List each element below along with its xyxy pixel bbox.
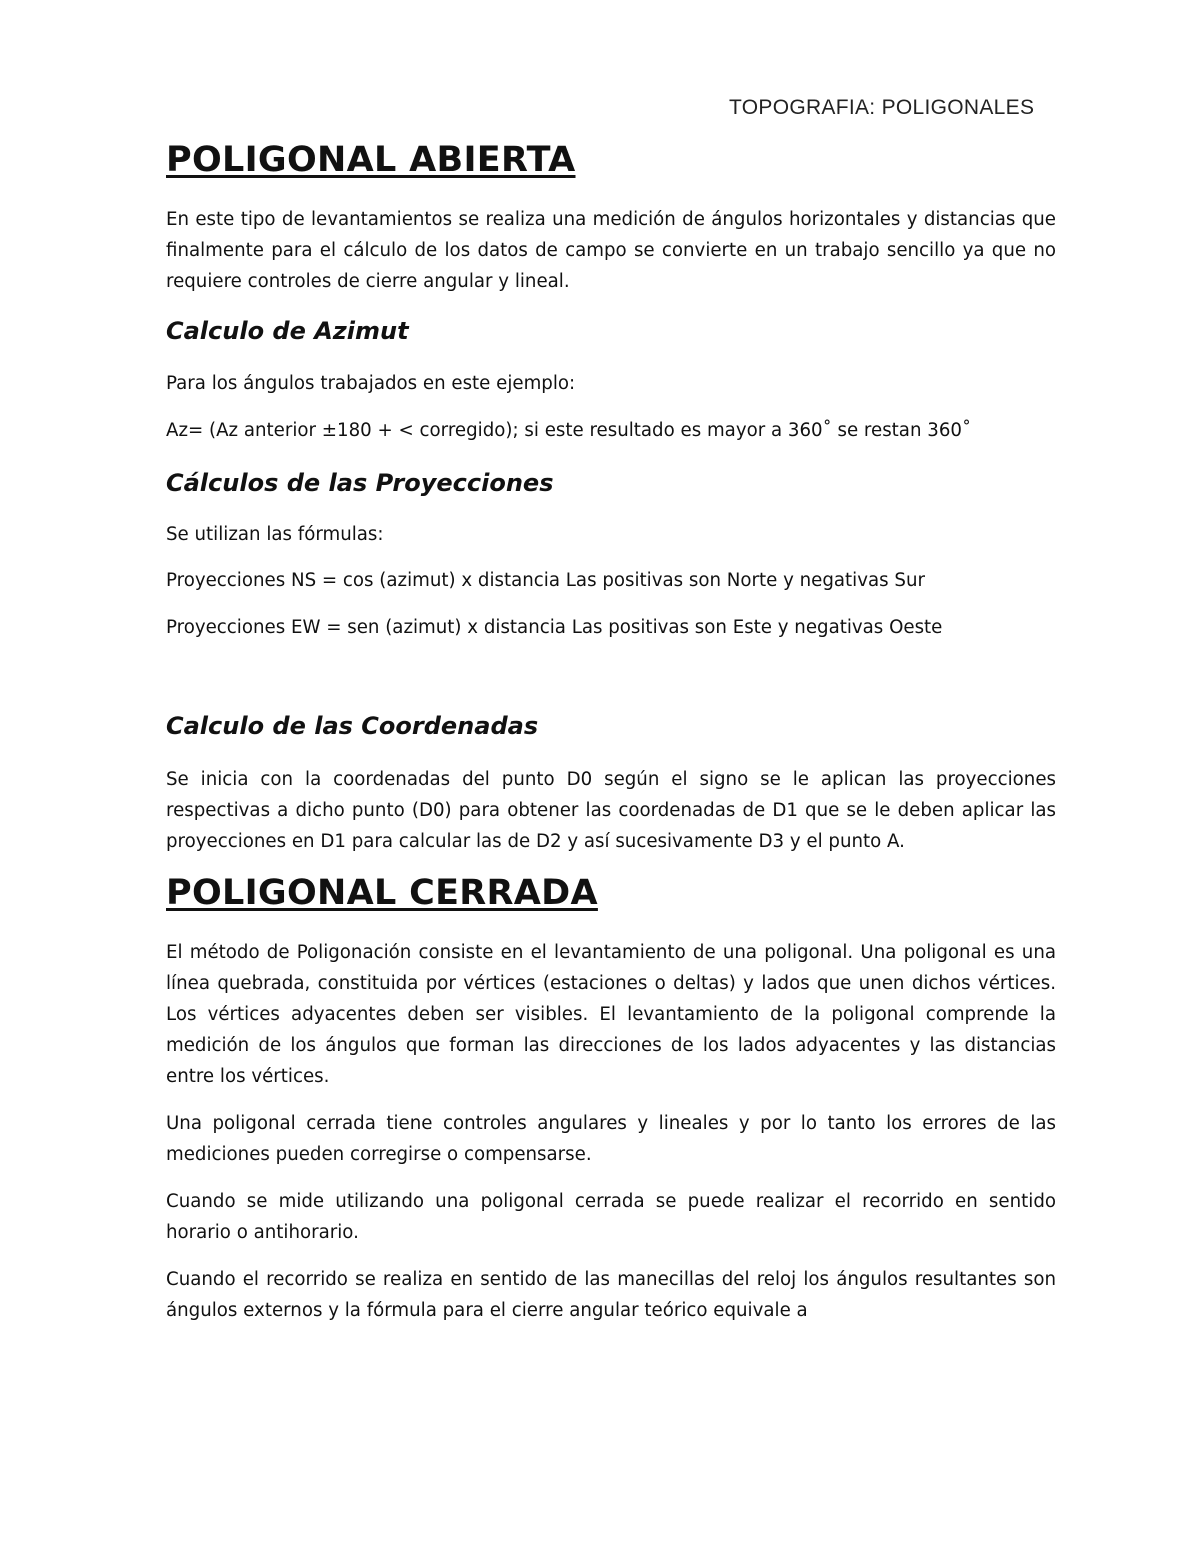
coordenadas-paragraph: Se inicia con la coordenadas del punto D0 según el signo se le aplican las proyecciones respectivas a dicho punto (D0) para obtener las coordenadas de D1 que se le deben aplicar las proyecciones en D1 para calcular las de D2 y así sucesivamente D3 y el punto A.: [166, 769, 1056, 852]
running-header: TOPOGRAFIA: POLIGONALES: [729, 96, 1035, 119]
heading-calculo-proyecciones: Cálculos de las Proyecciones: [166, 469, 554, 497]
cerrada-paragraph-2: Una poligonal cerrada tiene controles angulares y lineales y por lo tanto los errores de las mediciones pueden corregirse o compensarse.: [166, 1113, 1056, 1165]
title-poligonal-cerrada: POLIGONAL CERRADA: [166, 873, 598, 913]
intro-paragraph: En este tipo de levantamientos se realiza una medición de ángulos horizontales y distancias que finalmente para el cálculo de los datos de campo se convierte en un trabajo sencillo ya que no requiere controles de cierre angular y lineal.: [166, 209, 1056, 292]
proyecciones-ew-formula: Proyecciones EW = sen (azimut) x distancia Las positivas son Este y negativas Oeste: [166, 617, 943, 638]
azimut-formula: Az= (Az anterior ±180 + < corregido); si este resultado es mayor a 360˚ se restan 360˚: [166, 420, 972, 441]
cerrada-paragraph-1: El método de Poligonación consiste en el levantamiento de una poligonal. Una poligonal es una línea quebrada, constituida por vértices (estaciones o deltas) y lados que unen dichos vértices. Los vértices adyacentes deben ser visibles. El levantamiento de la poligonal comprende la medición de los ángulos que forman las direcciones de los lados adyacentes y las distancias entre los vértices.: [166, 942, 1056, 1087]
title-poligonal-abierta: POLIGONAL ABIERTA: [166, 140, 576, 180]
proyecciones-line-1: Se utilizan las fórmulas:: [166, 524, 384, 545]
cerrada-paragraph-4: Cuando el recorrido se realiza en sentido de las manecillas del reloj los ángulos resultantes son ángulos externos y la fórmula para el cierre angular teórico equivale a: [166, 1269, 1056, 1321]
cerrada-paragraph-3: Cuando se mide utilizando una poligonal cerrada se puede realizar el recorrido en sentido horario o antihorario.: [166, 1191, 1056, 1243]
heading-calculo-azimut: Calculo de Azimut: [166, 317, 409, 345]
heading-calculo-coordenadas: Calculo de las Coordenadas: [166, 712, 539, 740]
azimut-line-1: Para los ángulos trabajados en este ejemplo:: [166, 373, 576, 394]
proyecciones-ns-formula: Proyecciones NS = cos (azimut) x distancia Las positivas son Norte y negativas Sur: [166, 570, 925, 591]
